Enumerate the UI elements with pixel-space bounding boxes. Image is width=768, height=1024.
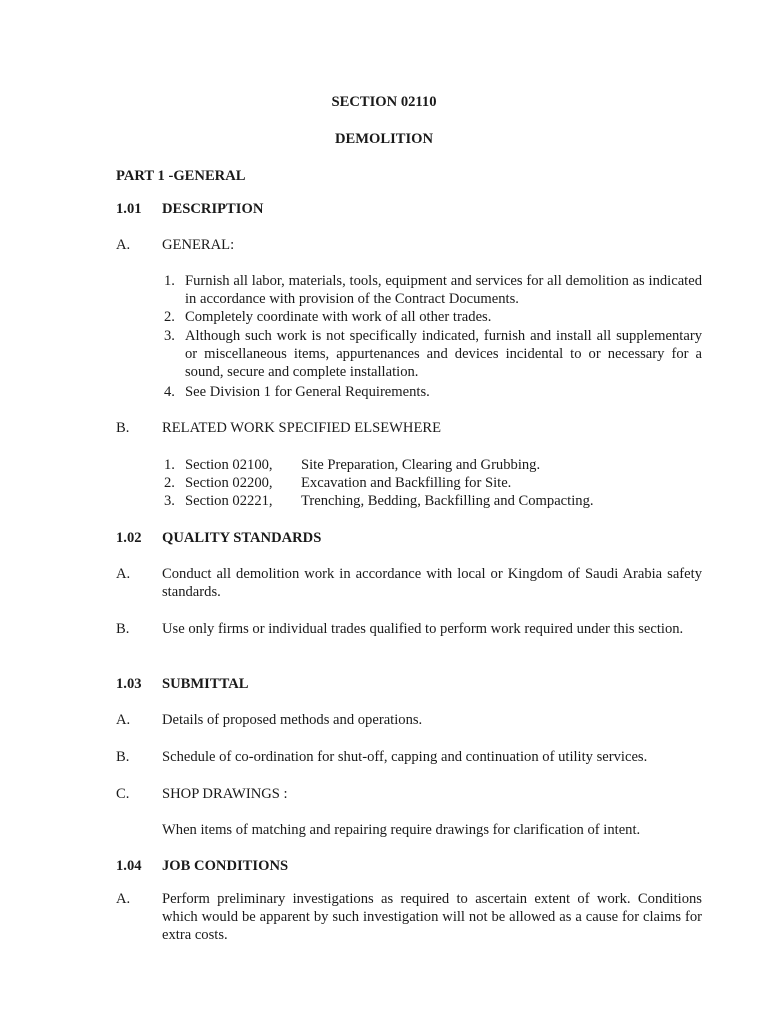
list-number: 4. — [164, 384, 175, 400]
related-description: Excavation and Backfilling for Site. — [301, 475, 512, 491]
list-number: 1. — [164, 273, 175, 289]
related-description: Site Preparation, Clearing and Grubbing. — [301, 457, 541, 473]
clause-number-1-03: 1.03 — [116, 676, 142, 692]
paragraph: Schedule of co-ordination for shut-off, capping and continuation of utility services. — [162, 749, 648, 765]
item-letter: B. — [116, 420, 130, 436]
related-section: Section 02221, — [185, 493, 273, 509]
paragraph: Details of proposed methods and operations. — [162, 712, 423, 728]
item-label: GENERAL: — [162, 237, 235, 253]
item-label: RELATED WORK SPECIFIED ELSEWHERE — [162, 420, 442, 436]
item-letter: B. — [116, 621, 130, 637]
section-title: DEMOLITION — [334, 131, 434, 147]
list-text: Completely coordinate with work of all other trades. — [185, 309, 492, 325]
related-section: Section 02200, — [185, 475, 273, 491]
item-letter: A. — [116, 712, 131, 728]
part-heading: PART 1 -GENERAL — [116, 168, 246, 184]
paragraph: When items of matching and repairing require drawings for clarification of intent. — [162, 822, 641, 838]
paragraph: Use only firms or individual trades qualified to perform work required under this section. — [162, 621, 684, 637]
paragraph: Conduct all demolition work in accordance with local or Kingdom of Saudi Arabia safety standards. — [162, 566, 702, 601]
list-number: 2. — [164, 309, 175, 325]
related-section: Section 02100, — [185, 457, 273, 473]
item-letter: A. — [116, 237, 131, 253]
list-number: 1. — [164, 457, 175, 473]
list-number: 3. — [164, 493, 175, 509]
item-letter: A. — [116, 891, 131, 907]
list-text: Although such work is not specifically indicated, furnish and install all supplementary or miscellaneous items, appurtenances and devices incidental to or necessary for a sound, secure and complete installation. — [185, 328, 702, 381]
clause-title-1-04: JOB CONDITIONS — [162, 858, 289, 874]
list-text: Furnish all labor, materials, tools, equipment and services for all demolition as indicated in accordance with provision of the Contract Documents. — [185, 273, 702, 308]
section-number: SECTION 02110 — [331, 94, 437, 110]
item-letter: C. — [116, 786, 130, 802]
clause-title-1-01: DESCRIPTION — [162, 201, 264, 217]
list-text: See Division 1 for General Requirements. — [185, 384, 430, 400]
list-number: 2. — [164, 475, 175, 491]
clause-number-1-02: 1.02 — [116, 530, 142, 546]
clause-title-1-03: SUBMITTAL — [162, 676, 249, 692]
item-label: SHOP DRAWINGS : — [162, 786, 288, 802]
related-description: Trenching, Bedding, Backfilling and Compacting. — [301, 493, 594, 509]
clause-title-1-02: QUALITY STANDARDS — [162, 530, 322, 546]
list-number: 3. — [164, 328, 175, 344]
item-letter: A. — [116, 566, 131, 582]
paragraph: Perform preliminary investigations as required to ascertain extent of work. Conditions which would be apparent by such investigation will not be allowed as a cause for claims for extra costs. — [162, 891, 702, 944]
item-letter: B. — [116, 749, 130, 765]
clause-number-1-01: 1.01 — [116, 201, 142, 217]
clause-number-1-04: 1.04 — [116, 858, 142, 874]
